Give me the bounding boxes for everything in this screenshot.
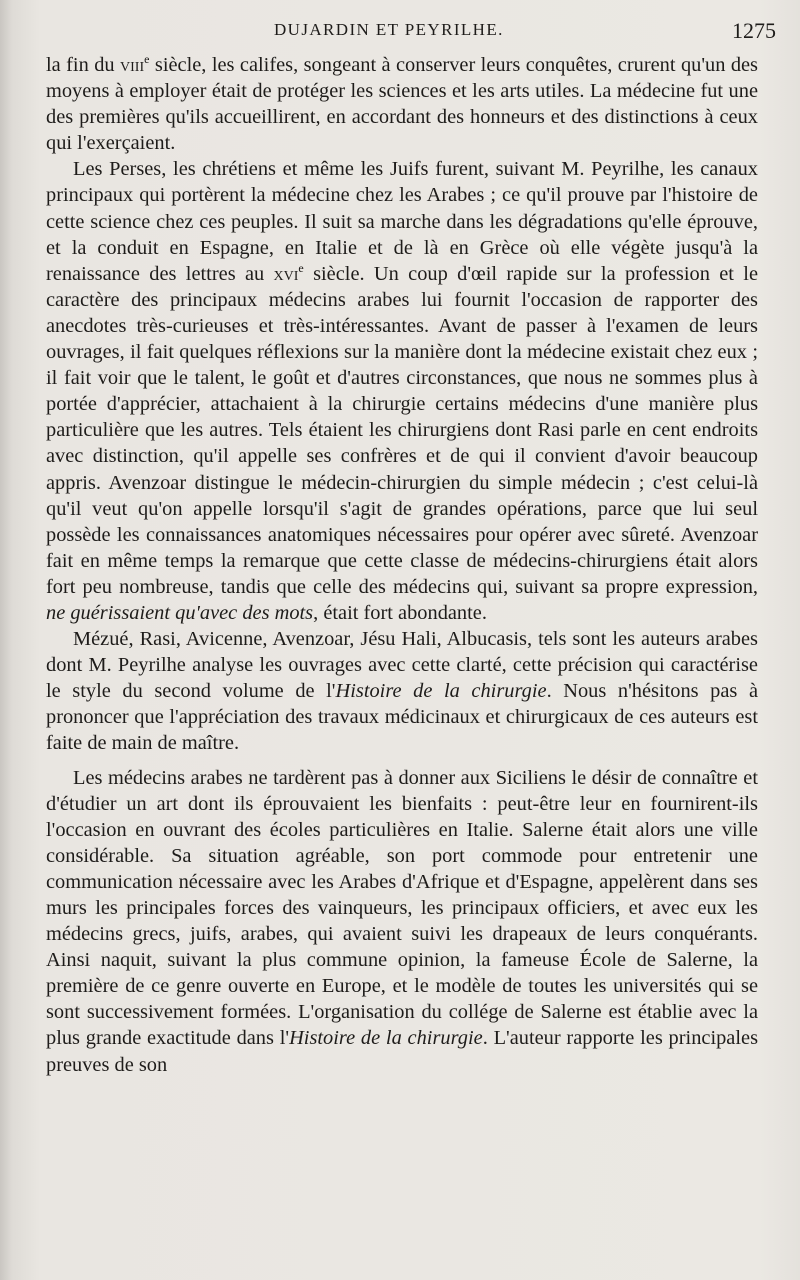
italic-quote: ne guérissaient qu'avec des mots — [46, 601, 314, 624]
paragraph-1 — [46, 52, 758, 156]
body-text — [46, 52, 758, 1078]
paragraph-2-text-b: siècle. Un coup d'œil rapide sur la profession et le caractère des principaux médecins arabes lui fournit l'occasion de rapporter des anecdotes très-curieuses et très-intéressantes. Avant de passer à l'examen de leurs ouvrages, il fait quelques réflexions sur la manière dont la médecine existait chez eux ; il fait voir que le talent, le goût et d'autres circonstances, que nous ne sommes plus à portée d'apprécier, attachaient à la chirurgie certains médecins d'une manière plus particulière que les autres. Tels étaient les chirurgiens dont Rasi parle en cent endroits avec distinction, qu'il appelle ses confrères et de qui il convient d'avoir beaucoup appris. Avenzoar distingue le médecin-chirurgien du simple médecin ; c'est celui-là qu'il veut qu'on appelle lorsqu'il s'agit de grandes opérations, parce que lui seul possède les connaissances anatomiques nécessaires pour opérer avec sûreté. Avenzoar fait en même temps la remarque que cette classe de médecins-chirurgiens était alors fort peu nombreuse, tandis que celle des médecins qui, suivant sa propre expression, — [46, 262, 758, 598]
paragraph-4-text-b: . L'auteur rapporte les principales preuves de son — [46, 1027, 759, 1076]
paragraph-3-text-a: Mézué, Rasi, Avicenne, Avenzoar, Jésu Hali, Albucasis, tels sont les auteurs arabes dont M. Peyrilhe analyse les ouvrages avec cette clarté, cette précision qui caractérise le style du second volume de l' — [46, 628, 758, 703]
page-header — [46, 18, 776, 44]
running-head: DUJARDIN ET PEYRILHE. — [274, 20, 504, 39]
paragraph-2-text-a: Les Perses, les chrétiens et même les Juifs furent, suivant M. Peyrilhe, les canaux principaux qui portèrent la médecine chez les Arabes ; ce qu'il prouve par l'histoire de cette science chez ces peuples. Il suit sa marche dans les dégradations qu'elle éprouve, et la conduit en Espagne, en Italie et de là en Grèce où elle végète jusqu'à la renaissance des lettres au — [46, 158, 758, 285]
superscript: e — [144, 52, 150, 67]
paragraph-1-text-b: siècle, les califes, songeant à conserver leurs conquêtes, crurent qu'un des moyens à employer était de protéger les sciences et les arts utiles. La médecine fut une des premières qu'ils accueillirent, en accordant des honneurs et des distinctions à ceux qui l'exerçaient. — [46, 54, 758, 155]
paragraph-2 — [46, 156, 758, 626]
paragraph-3 — [46, 626, 758, 756]
paragraph-2-text-c: , était fort abondante. — [313, 601, 487, 624]
paragraph-3-text-b: . Nous n'hésitons pas à prononcer que l'appréciation des travaux médicinaux et chirurgicaux de ces auteurs est faite de main de maître. — [46, 680, 758, 755]
century-numeral: viii — [120, 54, 145, 76]
italic-book-title: Histoire de la chirurgie — [289, 1027, 483, 1050]
superscript: e — [298, 260, 304, 275]
paragraph-4 — [46, 765, 758, 1078]
century-numeral: xvi — [273, 262, 299, 285]
paragraph-4-text-a: Les médecins arabes ne tardèrent pas à donner aux Siciliens le désir de connaître et d'étudier un art dont ils éprouvaient les bienfaits : peut-être leur en fournirent-ils l'occasion en ouvrant des écoles particulières en Italie. Salerne était alors une ville considérable. Sa situation agréable, son port commode pour entretenir une communication nécessaire avec les Arabes d'Afrique et d'Espagne, appelèrent dans ses murs les principales forces des vainqueurs, les principaux officiers, et avec eux les médecins grecs, juifs, arabes, qui avaient suivi les drapeaux de leurs conquérants. Ainsi naquit, suivant la plus commune opinion, la fameuse École de Salerne, la première de ce genre ouverte en Europe, et le modèle de toutes les universités qui se sont successivement formées. L'organisation du collége de Salerne est établie avec la plus grande exactitude dans l' — [46, 766, 758, 1050]
paragraph-1-text-a: la fin du — [46, 54, 121, 76]
italic-book-title: Histoire de la chirurgie — [335, 680, 547, 703]
page-number: 1275 — [732, 18, 776, 43]
